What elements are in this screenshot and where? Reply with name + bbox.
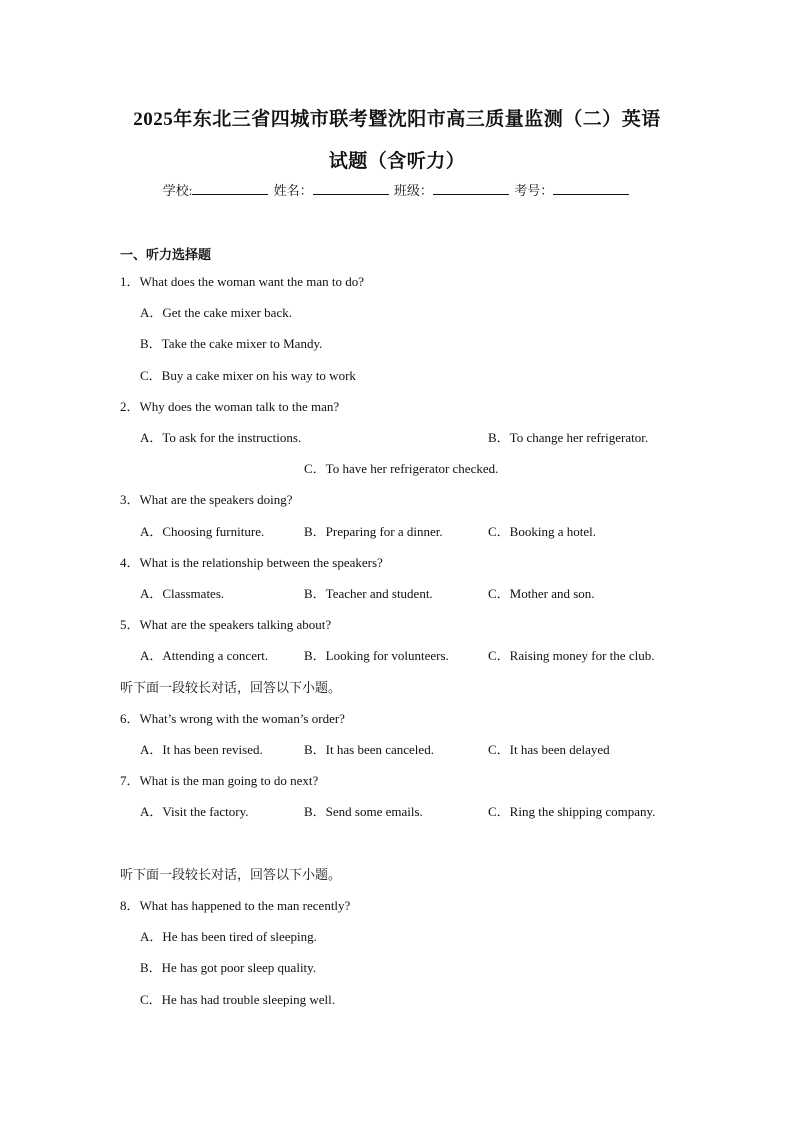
class-blank	[433, 182, 509, 195]
q7-option-a: A．Visit the factory.	[140, 804, 249, 819]
q1-option-b: B．Take the cake mixer to Mandy.	[140, 336, 323, 351]
q8-option-a: A．He has been tired of sleeping.	[140, 929, 317, 944]
name-label: 姓名：	[273, 183, 313, 198]
question-5	[120, 614, 331, 633]
question-text: What is the relationship between the speakers?	[139, 555, 383, 570]
question-text: What has happened to the man recently?	[139, 898, 351, 913]
school-label: 学校:	[162, 183, 193, 198]
q5-option-b: B．Looking for volunteers.	[304, 648, 449, 663]
instruction-text-2: 听下面一段较长对话，回答以下小题。	[120, 867, 342, 882]
q1-option-c: C．Buy a cake mixer on his way to work	[140, 368, 356, 383]
question-number: 5．	[120, 617, 140, 632]
q7-option-c: C．Ring the shipping company.	[488, 804, 656, 819]
q3-option-a: A．Choosing furniture.	[140, 524, 265, 539]
exam-title-line2: 试题（含听力）	[328, 151, 466, 172]
q8-option-c: C．He has had trouble sleeping well.	[140, 992, 335, 1007]
exam-title-line1: 2025年东北三省四城市联考暨沈阳市高三质量监测（二）英语	[133, 109, 661, 130]
question-4	[120, 552, 383, 571]
question-3	[120, 489, 293, 508]
q6-option-b: B．It has been canceled.	[304, 742, 434, 757]
question-8	[120, 895, 350, 914]
question-number: 4．	[120, 555, 140, 570]
question-text: What are the speakers talking about?	[139, 617, 332, 632]
q8-option-b: B．He has got poor sleep quality.	[140, 960, 317, 975]
question-2	[120, 396, 339, 415]
question-number: 7．	[120, 773, 140, 788]
q7-option-b: B．Send some emails.	[304, 804, 423, 819]
q4-option-c: C．Mother and son.	[488, 586, 595, 601]
question-number: 6．	[120, 711, 140, 726]
question-text: What’s wrong with the woman’s order?	[139, 711, 345, 726]
q1-option-a: A．Get the cake mixer back.	[140, 305, 292, 320]
q6-option-a: A．It has been revised.	[140, 742, 263, 757]
school-blank	[192, 182, 268, 195]
name-blank	[313, 182, 389, 195]
q2-option-a: A．To ask for the instructions.	[140, 430, 302, 445]
exam-number-label: 考号：	[514, 183, 554, 198]
question-number: 1．	[120, 274, 140, 289]
q5-option-a: A．Attending a concert.	[140, 648, 269, 663]
q6-option-c: C．It has been delayed	[488, 742, 610, 757]
class-label: 班级：	[393, 183, 433, 198]
q3-option-b: B．Preparing for a dinner.	[304, 524, 443, 539]
question-6	[120, 708, 345, 727]
exam-number-blank	[553, 182, 629, 195]
q3-option-c: C．Booking a hotel.	[488, 524, 596, 539]
question-text: What does the woman want the man to do?	[139, 274, 365, 289]
instruction-text: 听下面一段较长对话，回答以下小题。	[120, 680, 342, 695]
question-number: 8．	[120, 898, 140, 913]
question-text: What is the man going to do next?	[139, 773, 319, 788]
q2-option-b: B．To change her refrigerator.	[488, 430, 649, 445]
student-info-row	[0, 180, 794, 199]
q4-option-a: A．Classmates.	[140, 586, 225, 601]
question-number: 2．	[120, 399, 140, 414]
question-text: What are the speakers doing?	[139, 492, 293, 507]
q4-option-b: B．Teacher and student.	[304, 586, 433, 601]
question-7	[120, 770, 318, 789]
question-text: Why does the woman talk to the man?	[139, 399, 340, 414]
question-1	[120, 271, 364, 290]
q5-option-c: C．Raising money for the club.	[488, 648, 655, 663]
question-number: 3．	[120, 492, 140, 507]
q2-option-c: C．To have her refrigerator checked.	[304, 461, 499, 476]
section-heading: 一、听力选择题	[120, 247, 212, 262]
